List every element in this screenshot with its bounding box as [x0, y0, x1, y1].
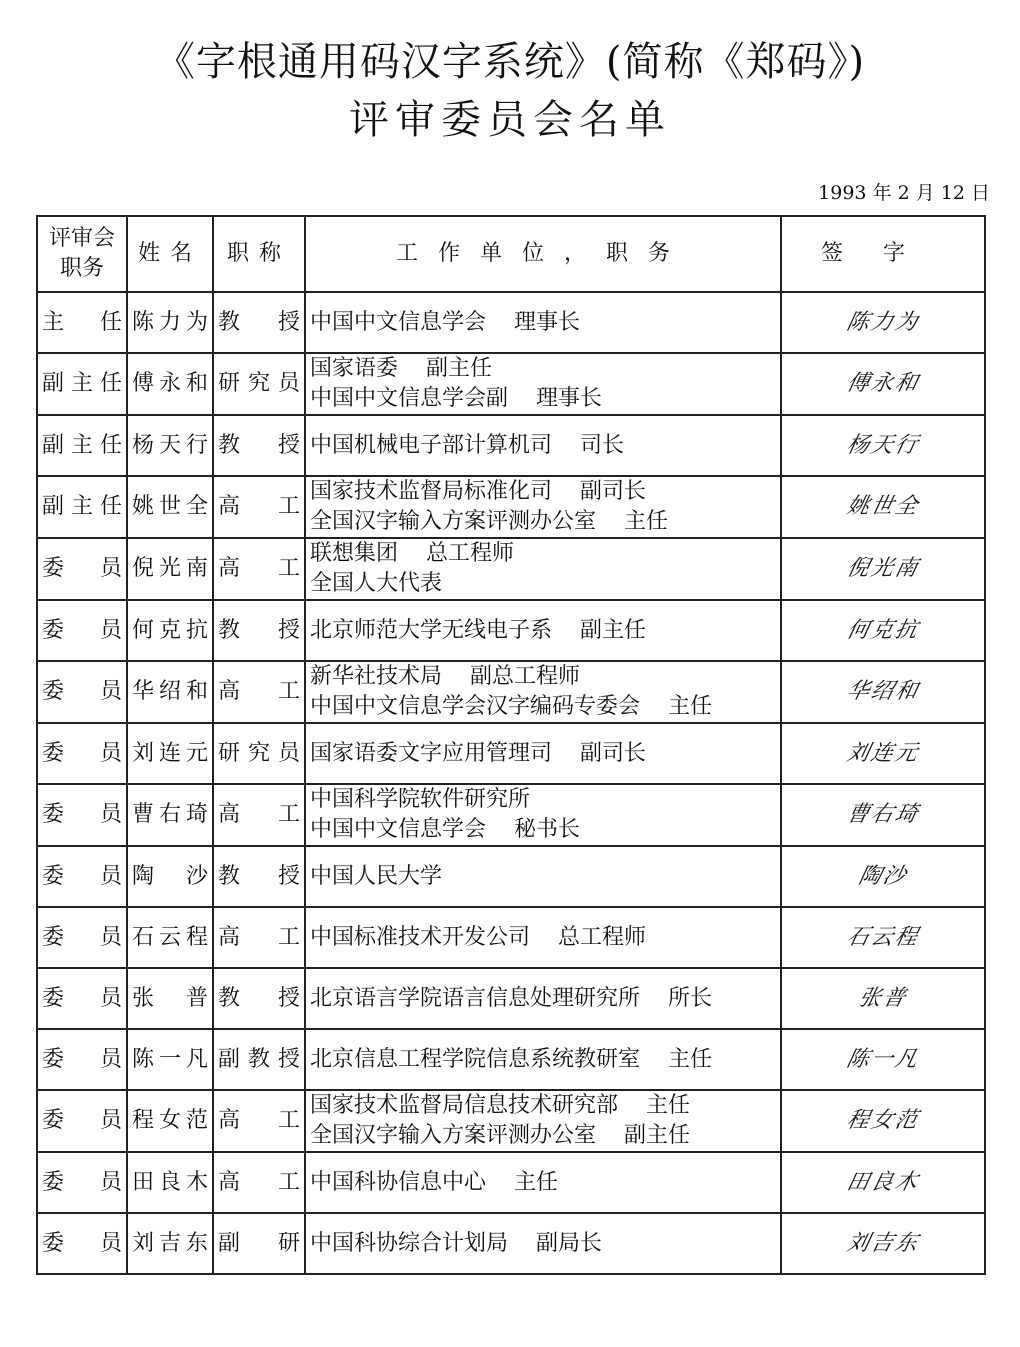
affiliation-line — [310, 692, 776, 722]
member-title: 副教授 — [213, 1029, 305, 1090]
header-title: 职称 — [213, 216, 305, 292]
member-affiliation — [305, 415, 781, 476]
member-title: 教授 — [213, 600, 305, 661]
affiliation-unit: 中国中文信息学会 — [310, 817, 487, 842]
member-signature: 陈力为 — [775, 292, 992, 353]
member-affiliation — [305, 968, 781, 1029]
affiliation-unit: 国家语委 — [310, 356, 399, 381]
member-affiliation — [305, 538, 781, 600]
affiliation-unit: 中国中文信息学会汉字编码专委会 — [310, 694, 641, 719]
affiliation-line — [310, 1121, 776, 1151]
table-row — [37, 1029, 985, 1090]
table-row — [37, 600, 985, 661]
member-signature: 陈一凡 — [775, 1029, 992, 1090]
table-header-row — [37, 216, 985, 292]
member-name: 陈力为 — [127, 292, 213, 353]
affiliation-unit: 中国机械电子部计算机司 — [310, 432, 553, 458]
affiliation-unit: 中国标准技术开发公司 — [310, 924, 531, 950]
table-row — [37, 661, 985, 723]
member-title: 副研 — [213, 1213, 305, 1274]
affiliation-unit: 北京师范大学无线电子系 — [310, 617, 553, 643]
member-name: 傅永和 — [127, 353, 213, 415]
affiliation-position: 副主任 — [624, 1123, 691, 1148]
affiliation-position: 主任 — [624, 509, 669, 534]
table-row — [37, 1152, 985, 1213]
affiliation-unit: 中国中文信息学会 — [310, 309, 487, 335]
affiliation-unit: 国家语委文字应用管理司 — [310, 740, 553, 766]
member-affiliation — [305, 846, 781, 907]
table-row — [37, 968, 985, 1029]
affiliation-unit: 中国科协信息中心 — [310, 1169, 487, 1195]
affiliation-unit: 国家技术监督局信息技术研究部 — [310, 1093, 619, 1118]
affiliation-line — [310, 984, 776, 1014]
member-name: 陶沙 — [127, 846, 213, 907]
member-signature: 张普 — [775, 968, 992, 1029]
member-role: 委员 — [37, 1029, 127, 1090]
affiliation-line — [310, 785, 776, 815]
member-signature: 何克抗 — [775, 600, 992, 661]
member-name: 杨天行 — [127, 415, 213, 476]
table-row — [37, 353, 985, 415]
member-affiliation — [305, 600, 781, 661]
member-role: 委员 — [37, 723, 127, 784]
member-title: 研究员 — [213, 353, 305, 415]
member-signature: 石云程 — [775, 907, 992, 968]
document-date: 1993 年 2 月 12 日 — [818, 182, 990, 204]
affiliation-line — [310, 923, 776, 953]
member-title: 教授 — [213, 415, 305, 476]
member-name: 张普 — [127, 968, 213, 1029]
affiliation-line — [310, 1091, 776, 1121]
affiliation-line — [310, 1168, 776, 1198]
member-title: 高工 — [213, 476, 305, 538]
header-signature: 签字 — [781, 216, 985, 292]
member-signature: 华绍和 — [774, 661, 991, 723]
member-signature: 陶沙 — [775, 846, 992, 907]
affiliation-position: 主任 — [514, 1169, 559, 1195]
member-name: 何克抗 — [127, 600, 213, 661]
affiliation-position: 理事长 — [514, 309, 581, 335]
member-signature: 杨天行 — [775, 415, 992, 476]
affiliation-position: 总工程师 — [558, 924, 647, 950]
affiliation-unit: 中国人民大学 — [310, 863, 443, 889]
affiliation-unit: 北京信息工程学院信息系统教研室 — [310, 1046, 641, 1072]
affiliation-line — [310, 354, 776, 384]
member-role: 副主任 — [37, 353, 127, 415]
table-row — [37, 846, 985, 907]
member-affiliation — [305, 476, 781, 538]
affiliation-unit: 全国汉字输入方案评测办公室 — [310, 509, 597, 534]
member-name: 华绍和 — [127, 661, 213, 723]
member-role: 主任 — [37, 292, 127, 353]
affiliation-unit: 全国汉字输入方案评测办公室 — [310, 1123, 597, 1148]
member-title: 高工 — [213, 661, 305, 723]
header-role: 评审会职务 — [37, 216, 127, 292]
affiliation-line — [310, 862, 776, 892]
member-title: 高工 — [213, 538, 305, 600]
member-name: 姚世全 — [127, 476, 213, 538]
member-signature: 曹右琦 — [774, 784, 991, 846]
member-affiliation — [305, 353, 781, 415]
member-name: 程女范 — [127, 1090, 213, 1152]
member-role: 委员 — [37, 661, 127, 723]
table-row — [37, 907, 985, 968]
table-row — [37, 784, 985, 846]
member-signature: 姚世全 — [774, 476, 991, 538]
member-name: 刘吉东 — [127, 1213, 213, 1274]
affiliation-position: 主任 — [646, 1093, 691, 1118]
member-role: 委员 — [37, 968, 127, 1029]
table-row — [37, 292, 985, 353]
affiliation-line — [310, 477, 776, 507]
table-row — [37, 723, 985, 784]
member-signature: 刘连元 — [775, 723, 992, 784]
member-title: 研究员 — [213, 723, 305, 784]
member-title: 教授 — [213, 968, 305, 1029]
member-title: 高工 — [213, 1152, 305, 1213]
member-affiliation — [305, 1029, 781, 1090]
member-role: 委员 — [37, 907, 127, 968]
document-subtitle: 评审委员会名单 — [349, 97, 671, 143]
affiliation-unit: 国家技术监督局标准化司 — [310, 479, 553, 504]
affiliation-position: 副司长 — [580, 740, 647, 766]
member-name: 田良木 — [127, 1152, 213, 1213]
affiliation-line — [310, 616, 776, 646]
affiliation-unit: 中国科学院软件研究所 — [310, 787, 531, 812]
header-name: 姓名 — [127, 216, 213, 292]
affiliation-position: 副主任 — [426, 356, 493, 381]
member-title: 高工 — [213, 907, 305, 968]
header-unit: 工作单位，职务 — [305, 216, 781, 292]
affiliation-line — [310, 507, 776, 537]
affiliation-line — [310, 431, 776, 461]
member-signature: 程女范 — [774, 1090, 991, 1152]
member-title: 教授 — [213, 846, 305, 907]
affiliation-position: 理事长 — [536, 386, 603, 411]
member-name: 曹右琦 — [127, 784, 213, 846]
affiliation-unit: 北京语言学院语言信息处理研究所 — [310, 985, 641, 1011]
member-affiliation — [305, 784, 781, 846]
table-row — [37, 415, 985, 476]
member-affiliation — [305, 292, 781, 353]
affiliation-position: 所长 — [668, 985, 713, 1011]
affiliation-position: 司长 — [580, 432, 625, 458]
affiliation-line — [310, 539, 776, 569]
table-row — [37, 1213, 985, 1274]
affiliation-line — [310, 569, 776, 599]
affiliation-position: 主任 — [668, 694, 713, 719]
affiliation-unit: 新华社技术局 — [310, 664, 443, 689]
member-role: 委员 — [37, 600, 127, 661]
member-signature: 傅永和 — [774, 353, 991, 415]
affiliation-line — [310, 739, 776, 769]
affiliation-position: 副总工程师 — [470, 664, 581, 689]
member-name: 倪光南 — [127, 538, 213, 600]
affiliation-line — [310, 1045, 776, 1075]
table-row — [37, 1090, 985, 1152]
affiliation-unit: 中国中文信息学会副 — [310, 386, 509, 411]
table-row — [37, 476, 985, 538]
affiliation-position: 副主任 — [580, 617, 647, 643]
member-role: 委员 — [37, 1213, 127, 1274]
affiliation-unit: 中国科协综合计划局 — [310, 1230, 509, 1256]
member-name: 石云程 — [127, 907, 213, 968]
member-affiliation — [305, 1090, 781, 1152]
affiliation-line — [310, 662, 776, 692]
member-signature: 田良木 — [775, 1152, 992, 1213]
affiliation-unit: 全国人大代表 — [310, 571, 443, 596]
member-name: 刘连元 — [127, 723, 213, 784]
member-role: 副主任 — [37, 415, 127, 476]
document-title: 《字根通用码汉字系统》(简称《郑码》) — [154, 39, 866, 85]
member-affiliation — [305, 1152, 781, 1213]
member-role: 委员 — [37, 784, 127, 846]
affiliation-position: 副司长 — [580, 479, 647, 504]
affiliation-line — [310, 1229, 776, 1259]
member-affiliation — [305, 723, 781, 784]
affiliation-line — [310, 815, 776, 845]
member-role: 副主任 — [37, 476, 127, 538]
member-signature: 倪光南 — [774, 538, 991, 600]
member-affiliation — [305, 661, 781, 723]
member-title: 高工 — [213, 784, 305, 846]
member-role: 委员 — [37, 846, 127, 907]
committee-roster-table — [36, 215, 986, 1275]
member-role: 委员 — [37, 1152, 127, 1213]
member-affiliation — [305, 907, 781, 968]
table-row — [37, 538, 985, 600]
member-title: 教授 — [213, 292, 305, 353]
affiliation-position: 总工程师 — [426, 541, 515, 566]
affiliation-line — [310, 308, 776, 338]
member-role: 委员 — [37, 538, 127, 600]
member-name: 陈一凡 — [127, 1029, 213, 1090]
affiliation-unit: 联想集团 — [310, 541, 399, 566]
member-role: 委员 — [37, 1090, 127, 1152]
affiliation-position: 副局长 — [536, 1230, 603, 1256]
member-signature: 刘吉东 — [775, 1213, 992, 1274]
roster-body — [37, 292, 985, 1274]
member-affiliation — [305, 1213, 781, 1274]
affiliation-position: 秘书长 — [514, 817, 581, 842]
affiliation-line — [310, 384, 776, 414]
member-title: 高工 — [213, 1090, 305, 1152]
affiliation-position: 主任 — [668, 1046, 713, 1072]
